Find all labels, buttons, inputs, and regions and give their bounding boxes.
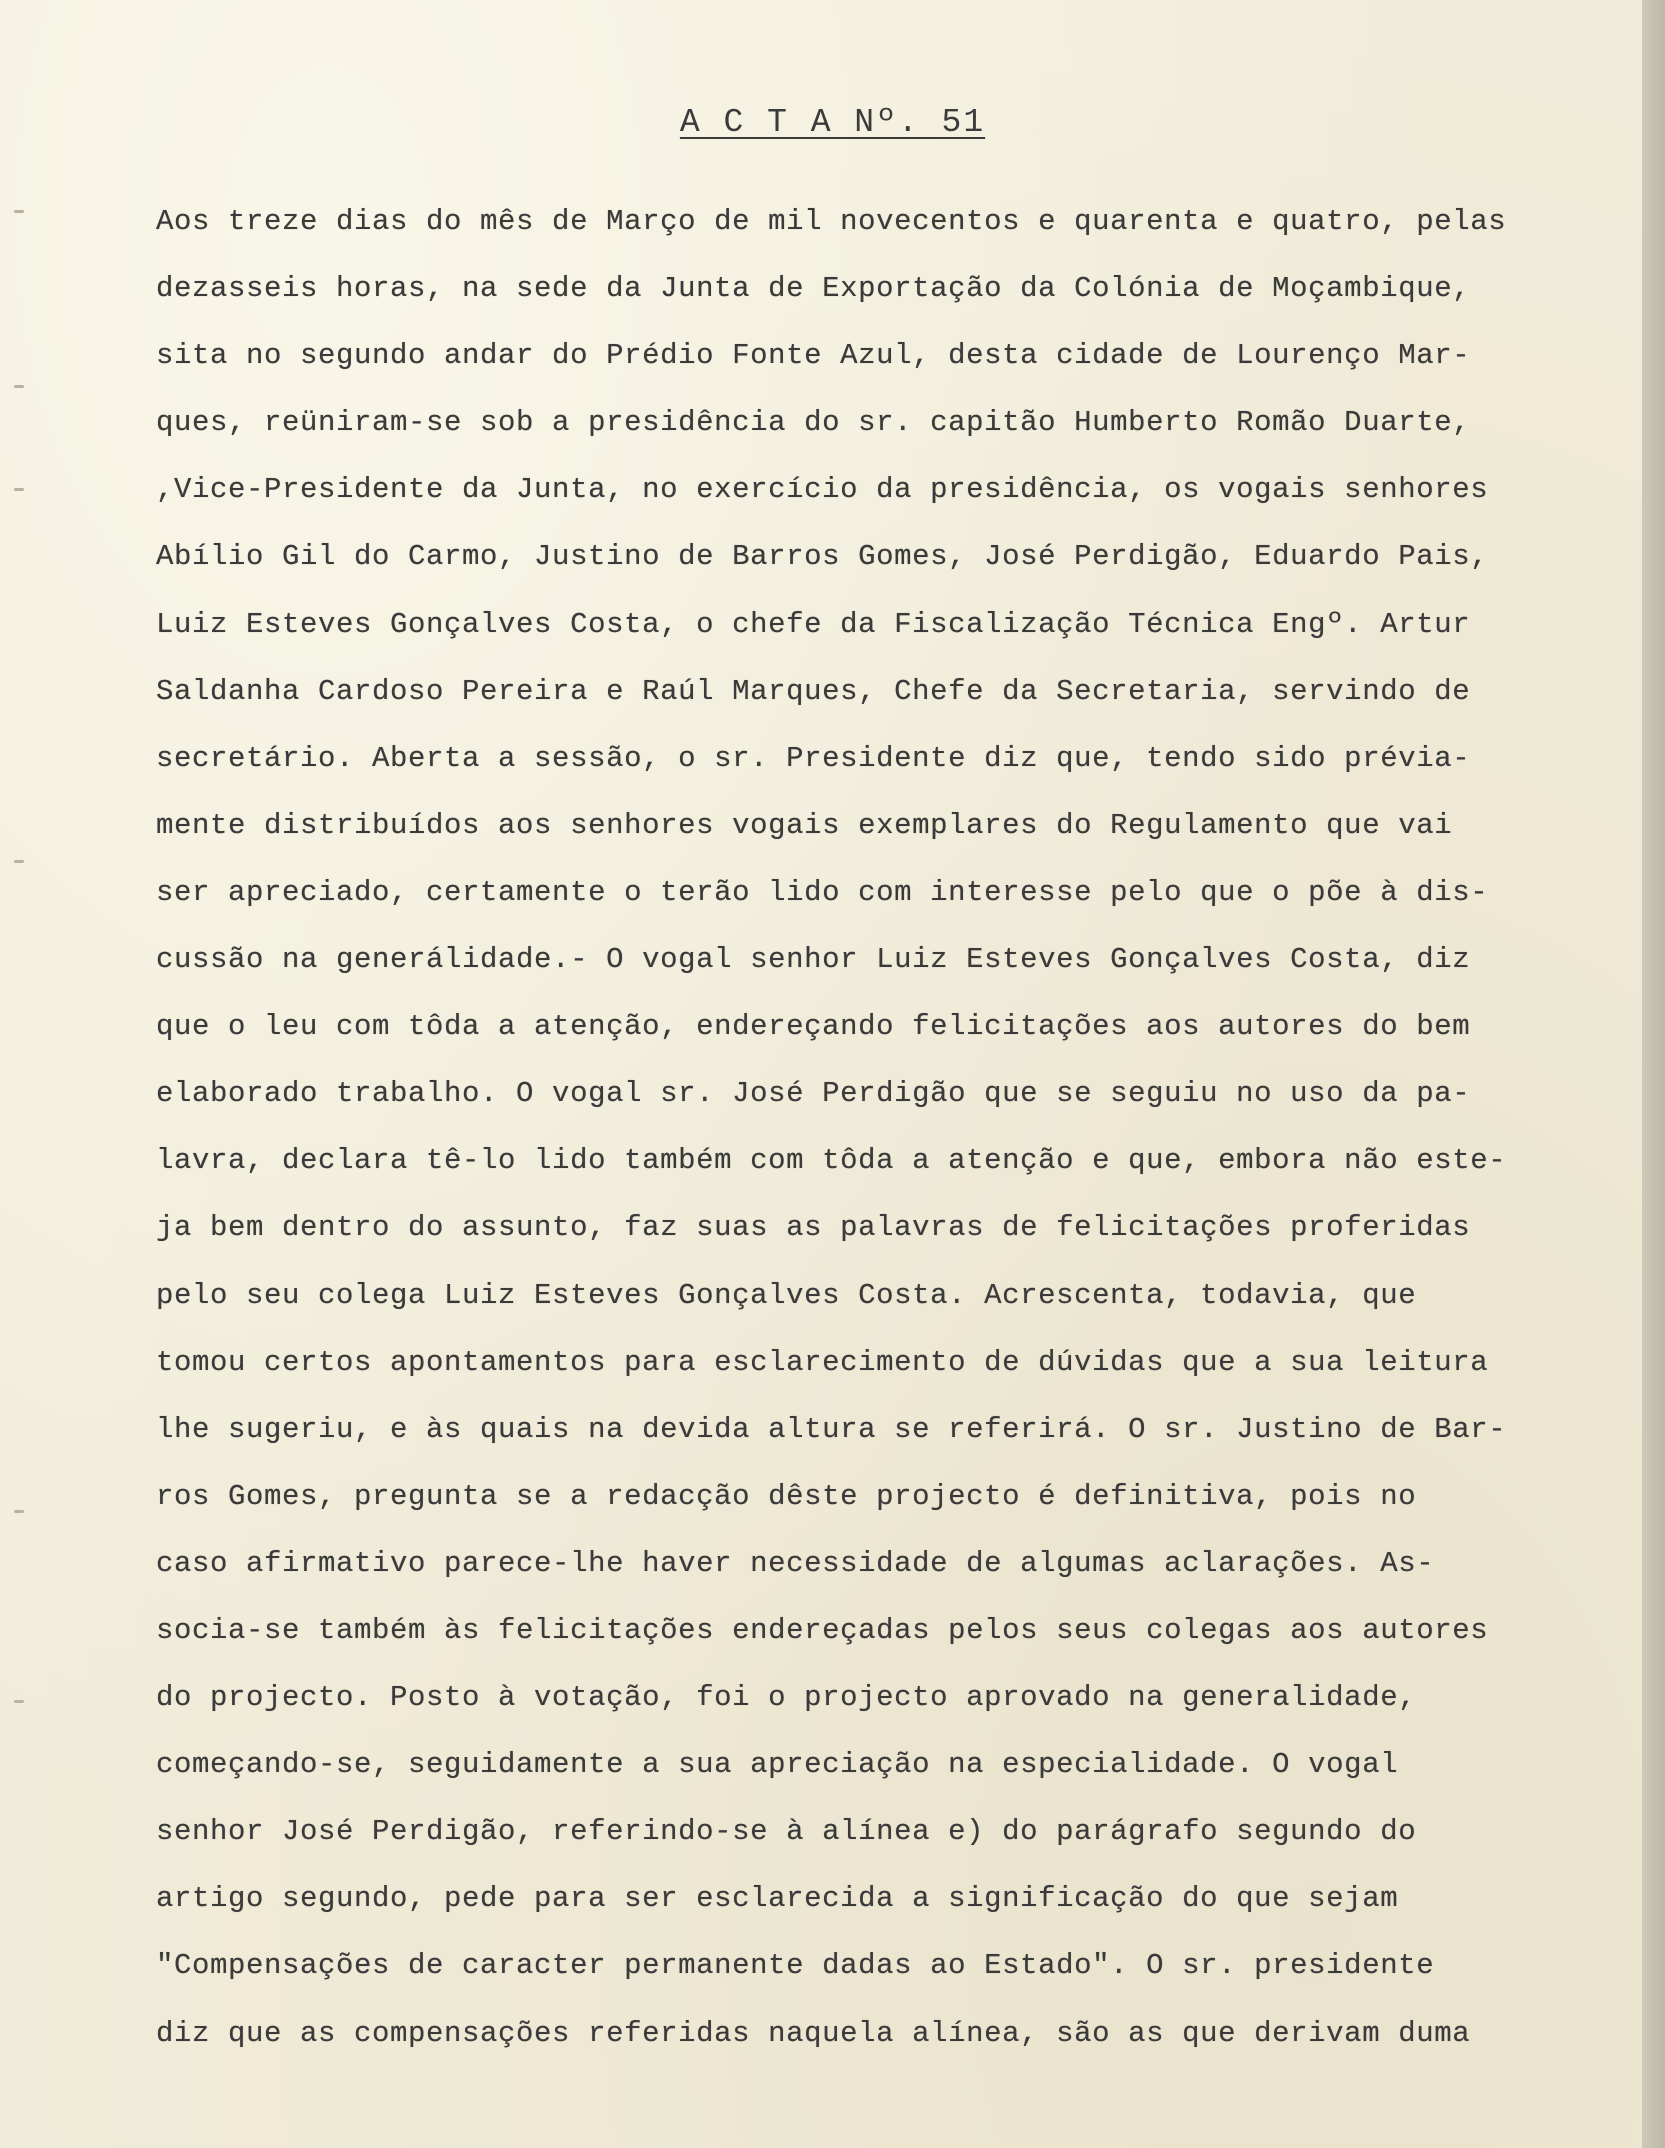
- text-line: dezasseis horas, na sede da Junta de Exportação da Colónia de Moçambique,: [156, 272, 1471, 306]
- margin-mark: [14, 385, 24, 388]
- text-line: secretário. Aberta a sessão, o sr. Presidente diz que, tendo sido prévia-: [156, 741, 1471, 775]
- text-line: tomou certos apontamentos para esclarecimento de dúvidas que a sua leitura: [156, 1345, 1489, 1379]
- text-line: mente distribuídos aos senhores vogais exemplares do Regulamento que vai: [156, 808, 1453, 842]
- page-edge: [1642, 0, 1665, 2148]
- text-line: artigo segundo, pede para ser esclarecida a significação do que sejam: [156, 1882, 1399, 1916]
- text-line: ser apreciado, certamente o terão lido com interesse pelo que o põe à dis-: [156, 875, 1489, 909]
- text-line: ques, reüniram-se sob a presidência do sr. capitão Humberto Romão Duarte,: [156, 406, 1471, 440]
- margin-mark: [14, 488, 24, 491]
- text-line: Abílio Gil do Carmo, Justino de Barros Gomes, José Perdigão, Eduardo Pais,: [156, 540, 1489, 574]
- text-line: caso afirmativo parece-lhe haver necessidade de algumas aclarações. As-: [156, 1546, 1435, 1580]
- title-text: A C T A Nº. 51: [679, 104, 986, 141]
- text-line: cussão na generálidade.- O vogal senhor Luiz Esteves Gonçalves Costa, diz: [156, 943, 1471, 977]
- text-line: Saldanha Cardoso Pereira e Raúl Marques, Chefe da Secretaria, servindo de: [156, 674, 1471, 708]
- margin-mark: [14, 1510, 24, 1513]
- text-line: senhor José Perdigão, referindo-se à alínea e) do parágrafo segundo do: [156, 1815, 1417, 1849]
- text-line: socia-se também às felicitações endereçadas pelos seus colegas aos autores: [156, 1613, 1489, 1647]
- text-line: pelo seu colega Luiz Esteves Gonçalves Costa. Acrescenta, todavia, que: [156, 1278, 1417, 1312]
- binding-margin: [14, 0, 44, 2148]
- text-line: do projecto. Posto à votação, foi o projecto aprovado na generalidade,: [156, 1681, 1417, 1715]
- text-line: elaborado trabalho. O vogal sr. José Perdigão que se seguiu no uso da pa-: [156, 1077, 1471, 1111]
- text-line: começando-se, seguidamente a sua apreciação na especialidade. O vogal: [156, 1748, 1399, 1782]
- document-title: [0, 104, 1665, 141]
- document-body: [156, 200, 1636, 2079]
- text-line: "Compensações de caracter permanente dadas ao Estado". O sr. presidente: [156, 1949, 1435, 1983]
- text-line: diz que as compensações referidas naquela alínea, são as que derivam duma: [156, 2016, 1471, 2050]
- text-line: lavra, declara tê-lo lido também com tôda a atenção e que, embora não este-: [156, 1144, 1507, 1178]
- margin-mark: [14, 860, 24, 863]
- text-line: lhe sugeriu, e às quais na devida altura se referirá. O sr. Justino de Bar-: [156, 1412, 1507, 1446]
- text-line: ros Gomes, pregunta se a redacção dêste projecto é definitiva, pois no: [156, 1479, 1417, 1513]
- margin-mark: [14, 1700, 24, 1703]
- text-line: ja bem dentro do assunto, faz suas as palavras de felicitações proferidas: [156, 1211, 1471, 1245]
- text-line: sita no segundo andar do Prédio Fonte Azul, desta cidade de Lourenço Mar-: [156, 339, 1471, 373]
- text-line: ,Vice-Presidente da Junta, no exercício da presidência, os vogais senhores: [156, 473, 1489, 507]
- text-line: Luiz Esteves Gonçalves Costa, o chefe da Fiscalização Técnica Engº. Artur: [156, 607, 1471, 641]
- text-line: que o leu com tôda a atenção, endereçando felicitações aos autores do bem: [156, 1010, 1471, 1044]
- text-line: Aos treze dias do mês de Março de mil novecentos e quarenta e quatro, pelas: [156, 205, 1507, 238]
- margin-mark: [14, 210, 24, 213]
